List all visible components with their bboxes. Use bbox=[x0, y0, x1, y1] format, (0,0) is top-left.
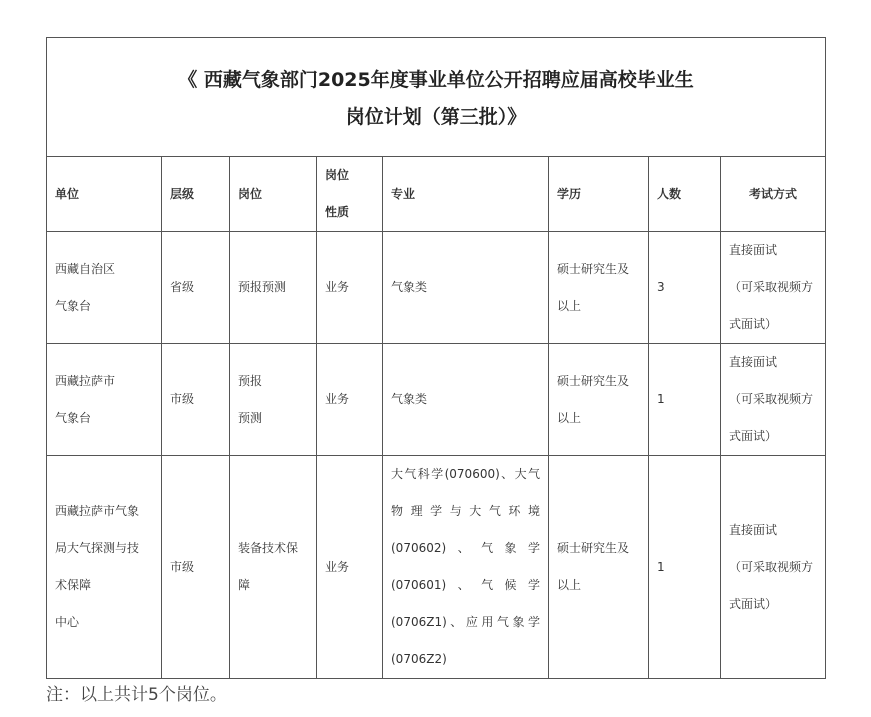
cell-unit bbox=[47, 456, 162, 679]
header-post: 岗位 bbox=[230, 157, 317, 232]
cell-unit bbox=[47, 232, 162, 344]
table-title bbox=[47, 38, 826, 157]
header-major: 专业 bbox=[383, 157, 549, 232]
cell-major-line: (0706Z2) bbox=[391, 652, 447, 666]
cell-education-line: 硕士研究生及 bbox=[557, 373, 630, 388]
cell-exam-line: 直接面试 bbox=[729, 355, 778, 369]
cell-unit-line: 西藏自治区 bbox=[55, 261, 116, 276]
cell-education-line: 以上 bbox=[557, 298, 582, 313]
recruitment-table bbox=[46, 37, 826, 679]
cell-education bbox=[549, 456, 649, 679]
cell-exam-line: 式面试） bbox=[729, 596, 778, 611]
cell-count: 3 bbox=[649, 232, 721, 344]
cell-exam-line: 直接面试 bbox=[729, 243, 778, 257]
header-exam: 考试方式 bbox=[721, 157, 826, 232]
cell-nature: 业务 bbox=[317, 344, 383, 456]
table-row bbox=[47, 232, 826, 344]
cell-level: 省级 bbox=[162, 232, 230, 344]
header-level: 层级 bbox=[162, 157, 230, 232]
cell-unit-line: 西藏拉萨市 bbox=[55, 373, 116, 388]
cell-count: 1 bbox=[649, 456, 721, 679]
cell-level: 市级 bbox=[162, 456, 230, 679]
cell-education-line: 硕士研究生及 bbox=[557, 541, 630, 555]
cell-education bbox=[549, 344, 649, 456]
header-row bbox=[47, 157, 826, 232]
cell-level: 市级 bbox=[162, 344, 230, 456]
cell-major: 气象类 bbox=[383, 232, 549, 344]
cell-unit-line: 气象台 bbox=[55, 410, 92, 425]
cell-unit-line: 局大气探测与技 bbox=[55, 541, 140, 555]
cell-major: 气象类 bbox=[383, 344, 549, 456]
cell-major-line: (070601)、气候学 bbox=[391, 578, 540, 592]
cell-exam-line: 式面试） bbox=[729, 429, 778, 443]
footnote: 注：以上共计5个岗位。 bbox=[46, 685, 227, 705]
table-row bbox=[47, 344, 826, 456]
cell-post-line: 装备技术保 bbox=[238, 541, 299, 555]
table-row bbox=[47, 456, 826, 679]
cell-education-line: 硕士研究生及 bbox=[557, 261, 630, 276]
recruitment-table-container bbox=[46, 37, 825, 679]
cell-exam-line: （可采取视频方 bbox=[729, 280, 814, 294]
cell-major bbox=[383, 456, 549, 679]
cell-unit-line: 中心 bbox=[55, 615, 80, 629]
title-line-2: 岗位计划（第三批）》 bbox=[345, 106, 527, 128]
cell-exam-line: （可采取视频方 bbox=[729, 392, 814, 406]
cell-exam-line: 直接面试 bbox=[729, 522, 778, 537]
cell-unit-line: 术保障 bbox=[55, 578, 92, 592]
cell-exam-line: 式面试） bbox=[729, 317, 778, 331]
cell-exam bbox=[721, 456, 826, 679]
header-nature bbox=[317, 157, 383, 232]
header-count: 人数 bbox=[649, 157, 721, 232]
cell-unit-line: 气象台 bbox=[55, 298, 92, 313]
header-unit: 单位 bbox=[47, 157, 162, 232]
header-education: 学历 bbox=[549, 157, 649, 232]
cell-nature: 业务 bbox=[317, 456, 383, 679]
cell-major-line: 物理学与大气环境 bbox=[391, 504, 540, 518]
cell-major-line: (0706Z1)、应用气象学 bbox=[391, 615, 540, 629]
cell-post-line: 障 bbox=[238, 578, 251, 592]
cell-education bbox=[549, 232, 649, 344]
cell-post-line: 预测 bbox=[238, 410, 263, 425]
header-nature-line-1: 岗位 bbox=[325, 168, 350, 182]
cell-post-line: 预报 bbox=[238, 373, 263, 388]
cell-exam bbox=[721, 232, 826, 344]
cell-unit-line: 西藏拉萨市气象 bbox=[55, 504, 140, 518]
cell-post: 预报预测 bbox=[230, 232, 317, 344]
cell-education-line: 以上 bbox=[557, 410, 582, 425]
cell-post bbox=[230, 456, 317, 679]
cell-education-line: 以上 bbox=[557, 578, 582, 592]
header-nature-line-2: 性质 bbox=[325, 205, 350, 219]
cell-count: 1 bbox=[649, 344, 721, 456]
cell-exam-line: （可采取视频方 bbox=[729, 559, 814, 574]
cell-unit bbox=[47, 344, 162, 456]
cell-post bbox=[230, 344, 317, 456]
cell-nature: 业务 bbox=[317, 232, 383, 344]
title-line-1: 《 西藏气象部门2025年度事业单位公开招聘应届高校毕业生 bbox=[178, 69, 694, 91]
cell-major-line: (070602)、气象学 bbox=[391, 541, 540, 555]
cell-major-line: 大气科学(070600)、大气 bbox=[391, 467, 540, 481]
cell-exam bbox=[721, 344, 826, 456]
